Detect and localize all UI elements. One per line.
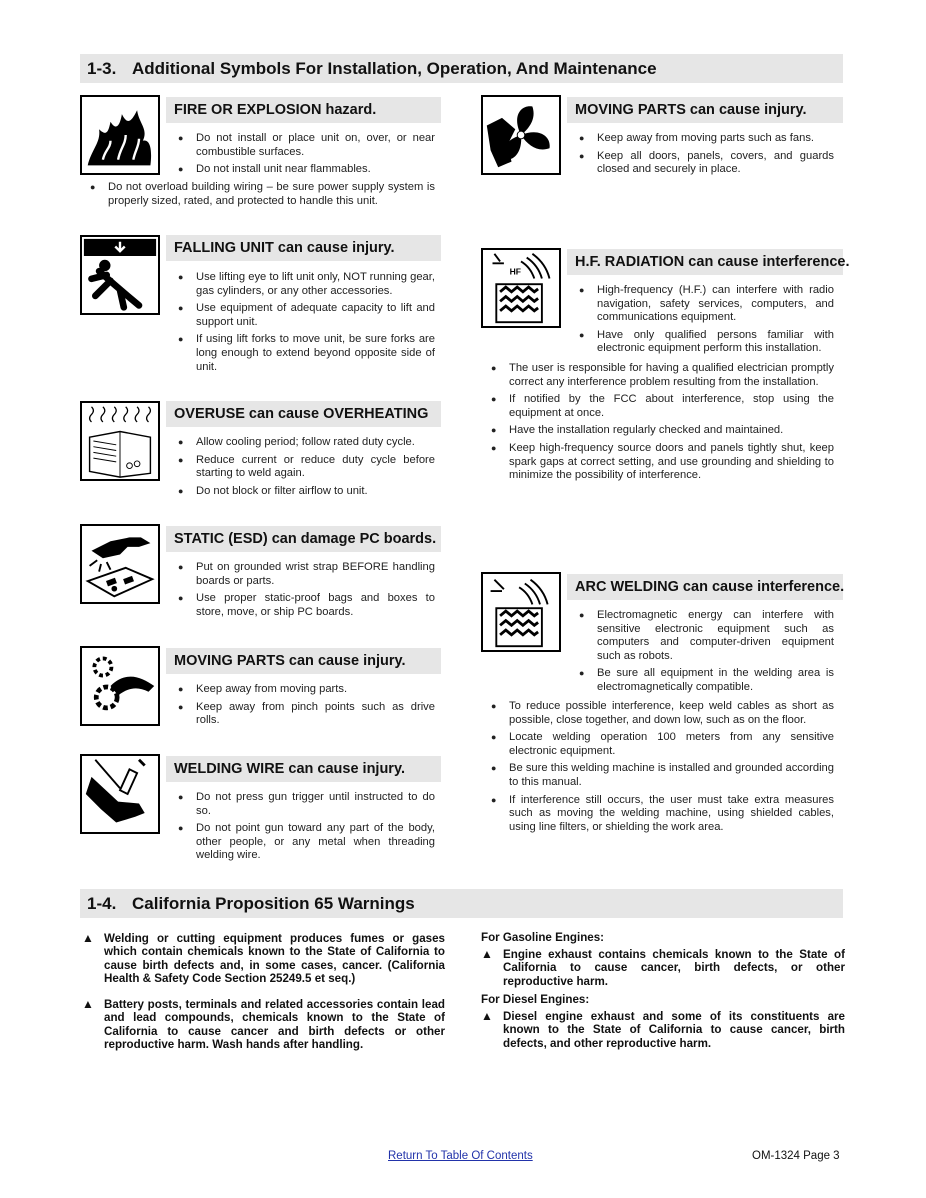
section-heading-1-4	[80, 889, 843, 918]
list-item: ● Keep all doors, panels, covers, and guards closed and securely in place.	[579, 150, 834, 177]
page-number: OM-1324 Page 3	[752, 1150, 840, 1162]
list-item: ● Put on grounded wrist strap BEFORE handling boards or parts.	[178, 561, 435, 588]
list-item: ● High-frequency (H.F.) can interfere with radio navigation, safety services, computers, and communications equipment.	[579, 284, 834, 325]
list-item: ● Locate welding operation 100 meters from any sensitive electronic equipment.	[491, 731, 834, 758]
hazard-bullets-static	[178, 561, 435, 623]
list-item: ● Do not press gun trigger until instructed to do so.	[178, 791, 435, 818]
hazard-title-moving-parts: MOVING PARTS can cause injury.	[166, 648, 441, 674]
list-item: ● Be sure all equipment in the welding area is electromagnetically compatible.	[579, 667, 834, 694]
list-item: ● Keep high-frequency source doors and panels tightly shut, keep spark gaps at correct setting, and use grounding and shielding to minimize the possibility of interference.	[491, 442, 834, 483]
return-to-toc-link[interactable]: Return To Table Of Contents	[388, 1150, 533, 1162]
list-item: ● Electromagnetic energy can interfere with sensitive electronic equipment such as computers and computer-driven equipment such as robots.	[579, 609, 834, 663]
hazard-title-arc-welding: ARC WELDING can cause interference.	[567, 574, 843, 600]
diesel-heading: For Diesel Engines:	[481, 993, 590, 1006]
fire-icon	[80, 95, 160, 175]
hazard-title-overuse: OVERUSE can cause OVERHEATING	[166, 401, 441, 427]
hazard-bullets-welding-wire	[178, 791, 435, 867]
static-esd-icon	[80, 524, 160, 604]
list-item: ● If interference still occurs, the user must take extra measures such as moving the welding machine, using shielded cables, using line filters, or shielding the work area.	[491, 794, 834, 835]
section-title: California Proposition 65 Warnings	[132, 894, 415, 913]
hazard-extra-hf	[491, 362, 834, 487]
list-item: ● If using lift forks to move unit, be sure forks are long enough to extend beyond opposite side of unit.	[178, 333, 435, 374]
warning-triangle-icon: ▲	[82, 997, 94, 1011]
hazard-extra-fire	[90, 181, 435, 212]
list-item: ● Do not point gun toward any part of the body, other people, or any metal when threading welding wire.	[178, 822, 435, 863]
list-item: ● Do not block or filter airflow to unit.	[178, 485, 435, 499]
hazard-bullets-arc	[579, 609, 834, 699]
hazard-extra-arc	[491, 700, 834, 838]
prop65-warning-gasoline: ▲ Engine exhaust contains chemicals known to the State of California to cause cancer, birth defects, or other reproductive harm.	[481, 947, 845, 988]
list-item: ● The user is responsible for having a qualified electrician promptly correct any interference problem resulting from the installation.	[491, 362, 834, 389]
section-number: 1-4.	[87, 894, 117, 913]
list-item: ● Have only qualified persons familiar with electronic equipment perform this installation.	[579, 329, 834, 356]
hf-radiation-icon	[481, 248, 561, 328]
hazard-title-falling: FALLING UNIT can cause injury.	[166, 235, 441, 261]
gasoline-heading: For Gasoline Engines:	[481, 931, 605, 944]
list-item: ● Allow cooling period; follow rated duty cycle.	[178, 436, 435, 450]
hazard-bullets-moving-parts	[178, 683, 435, 732]
prop65-warning-battery: ▲ Battery posts, terminals and related accessories contain lead and lead compounds, chemicals known to the State of California to cause cancer and birth defects or other reproductive harm. Wash hands after handling.	[82, 997, 445, 1052]
svg-text:HF: HF	[509, 266, 522, 277]
list-item: ● Keep away from moving parts.	[178, 683, 435, 697]
list-item: ● Use proper static-proof bags and boxes to store, move, or ship PC boards.	[178, 592, 435, 619]
hazard-title-welding-wire: WELDING WIRE can cause injury.	[166, 756, 441, 782]
hazard-bullets-fire	[178, 132, 435, 181]
list-item: ● Do not install or place unit on, over, or near combustible surfaces.	[178, 132, 435, 159]
hazard-title-fire: FIRE OR EXPLOSION hazard.	[166, 97, 441, 123]
list-item: ● Use lifting eye to lift unit only, NOT running gear, gas cylinders, or any other accessories.	[178, 271, 435, 298]
list-item: ● Keep away from pinch points such as drive rolls.	[178, 701, 435, 728]
overheating-icon	[80, 401, 160, 481]
list-item: ● Do not install unit near flammables.	[178, 163, 435, 177]
hazard-bullets-falling	[178, 271, 435, 378]
hazard-title-moving-parts-fan: MOVING PARTS can cause injury.	[567, 97, 843, 123]
list-item: ● If notified by the FCC about interference, stop using the equipment at once.	[491, 393, 834, 420]
warning-triangle-icon: ▲	[82, 931, 94, 945]
hazard-bullets-hf	[579, 284, 834, 360]
hazard-title-static: STATIC (ESD) can damage PC boards.	[166, 526, 441, 552]
falling-unit-icon	[80, 235, 160, 315]
welding-wire-icon	[80, 754, 160, 834]
hazard-bullets-fan	[579, 132, 834, 181]
section-title: Additional Symbols For Installation, Operation, And Maintenance	[132, 59, 657, 78]
prop65-warning-fumes: ▲ Welding or cutting equipment produces fumes or gases which contain chemicals known to the State of California to cause birth defects and, in some cases, cancer. (California Health & Safety Code Section 25249.5 et seq.)	[82, 931, 445, 986]
hazard-bullets-overuse	[178, 436, 435, 502]
arc-welding-interference-icon	[481, 572, 561, 652]
list-item: ● Keep away from moving parts such as fans.	[579, 132, 834, 146]
list-item: ● Have the installation regularly checked and maintained.	[491, 424, 834, 438]
warning-triangle-icon: ▲	[481, 1009, 493, 1023]
warning-triangle-icon: ▲	[481, 947, 493, 961]
list-item: ● Do not overload building wiring – be sure power supply system is properly sized, rated, and protected to handle this unit.	[90, 181, 435, 208]
moving-parts-fan-icon	[481, 95, 561, 175]
section-heading-1-3	[80, 54, 843, 83]
list-item: ● To reduce possible interference, keep weld cables as short as possible, close together, and down low, such as on the floor.	[491, 700, 834, 727]
prop65-warning-diesel: ▲ Diesel engine exhaust and some of its constituents are known to the State of California to cause cancer, birth defects, and other reproductive harm.	[481, 1009, 845, 1050]
moving-parts-gears-icon	[80, 646, 160, 726]
section-number: 1-3.	[87, 59, 117, 78]
list-item: ● Reduce current or reduce duty cycle before starting to weld again.	[178, 454, 435, 481]
hazard-title-hf-radiation: H.F. RADIATION can cause interference.	[567, 249, 843, 275]
list-item: ● Be sure this welding machine is installed and grounded according to this manual.	[491, 762, 834, 789]
list-item: ● Use equipment of adequate capacity to lift and support unit.	[178, 302, 435, 329]
